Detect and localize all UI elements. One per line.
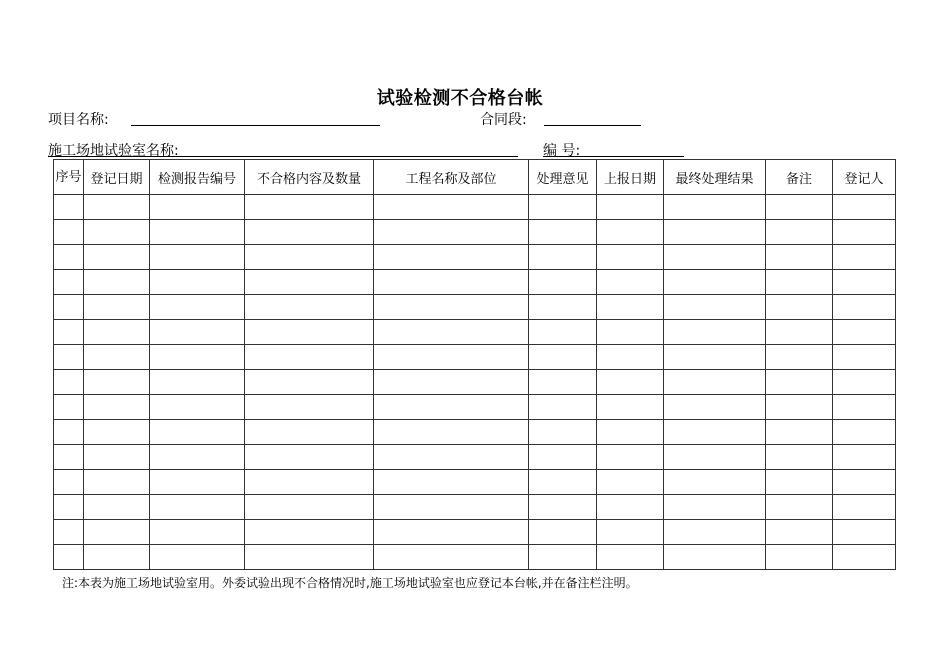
table-cell-seq[interactable] [54,495,84,520]
table-row [54,445,896,470]
table-cell-report_date[interactable] [597,370,664,395]
table-row [54,520,896,545]
document-title: 试验检测不合格台帐 [376,88,544,109]
table-cell-opinion[interactable] [529,395,597,420]
table-cell-reg_date[interactable] [84,220,150,245]
table-cell-report_date[interactable] [597,195,664,220]
table-cell-seq[interactable] [54,545,84,570]
table-cell-nonconform[interactable] [245,395,374,420]
table-cell-remark[interactable] [766,220,833,245]
table-cell-nonconform[interactable] [245,545,374,570]
table-cell-registrant[interactable] [833,320,896,345]
table-cell-remark[interactable] [766,420,833,445]
table-cell-report_no[interactable] [150,345,245,370]
table-cell-final_result[interactable] [664,370,766,395]
table-cell-seq[interactable] [54,320,84,345]
table-cell-reg_date[interactable] [84,295,150,320]
table-cell-seq[interactable] [54,245,84,270]
contract-section-label: 合同段: [480,112,527,128]
table-cell-seq[interactable] [54,195,84,220]
table-cell-opinion[interactable] [529,220,597,245]
table-cell-report_date[interactable] [597,445,664,470]
contract-section-line [544,125,641,126]
column-header-nonconform: 不合格内容及数量 [245,160,374,195]
table-cell-registrant[interactable] [833,520,896,545]
table-cell-nonconform[interactable] [245,445,374,470]
table-cell-reg_date[interactable] [84,470,150,495]
table-cell-final_result[interactable] [664,470,766,495]
table-cell-registrant[interactable] [833,395,896,420]
table-cell-reg_date[interactable] [84,320,150,345]
table-cell-project_part[interactable] [374,420,529,445]
table-cell-nonconform[interactable] [245,470,374,495]
table-cell-seq[interactable] [54,395,84,420]
table-header-row [54,160,896,195]
table-cell-opinion[interactable] [529,270,597,295]
table-cell-nonconform[interactable] [245,495,374,520]
column-header-opinion: 处理意见 [529,160,597,195]
table-cell-registrant[interactable] [833,195,896,220]
table-row [54,245,896,270]
column-header-report_no: 检测报告编号 [150,160,245,195]
table-row [54,495,896,520]
table-cell-report_date[interactable] [597,470,664,495]
table-cell-opinion[interactable] [529,445,597,470]
table-cell-report_no[interactable] [150,420,245,445]
table-cell-remark[interactable] [766,320,833,345]
table-cell-reg_date[interactable] [84,395,150,420]
table-cell-opinion[interactable] [529,520,597,545]
table-cell-remark[interactable] [766,395,833,420]
table-cell-final_result[interactable] [664,420,766,445]
table-cell-report_date[interactable] [597,270,664,295]
table-row [54,320,896,345]
table-cell-reg_date[interactable] [84,370,150,395]
table-cell-report_date[interactable] [597,245,664,270]
table-cell-report_no[interactable] [150,320,245,345]
table-cell-registrant[interactable] [833,470,896,495]
table-row [54,395,896,420]
table-cell-reg_date[interactable] [84,545,150,570]
table-cell-report_date[interactable] [597,295,664,320]
table-cell-remark[interactable] [766,545,833,570]
table-cell-final_result[interactable] [664,195,766,220]
table-cell-report_no[interactable] [150,195,245,220]
table-cell-project_part[interactable] [374,245,529,270]
table-row [54,470,896,495]
table-cell-nonconform[interactable] [245,370,374,395]
table-cell-report_no[interactable] [150,245,245,270]
table-cell-report_no[interactable] [150,495,245,520]
table-cell-opinion[interactable] [529,295,597,320]
table-cell-registrant[interactable] [833,370,896,395]
table-cell-reg_date[interactable] [84,495,150,520]
table-cell-remark[interactable] [766,245,833,270]
table-cell-seq[interactable] [54,520,84,545]
footnote: 注:本表为施工场地试验室用。外委试验出现不合格情况时,施工场地试验室也应登记本台帐,并在备注栏注明。 [62,576,638,590]
table-cell-report_date[interactable] [597,520,664,545]
table-cell-registrant[interactable] [833,345,896,370]
table-cell-reg_date[interactable] [84,445,150,470]
table-cell-remark[interactable] [766,195,833,220]
table-cell-nonconform[interactable] [245,220,374,245]
column-header-project_part: 工程名称及部位 [374,160,529,195]
table-cell-project_part[interactable] [374,445,529,470]
table-cell-registrant[interactable] [833,245,896,270]
table-cell-final_result[interactable] [664,295,766,320]
table-cell-remark[interactable] [766,345,833,370]
table-cell-nonconform[interactable] [245,345,374,370]
table-cell-opinion[interactable] [529,370,597,395]
table-cell-final_result[interactable] [664,220,766,245]
table-cell-nonconform[interactable] [245,520,374,545]
project-name-label: 项目名称: [48,112,109,128]
column-header-reg_date: 登记日期 [84,160,150,195]
table-cell-remark[interactable] [766,445,833,470]
table-cell-registrant[interactable] [833,270,896,295]
table-cell-nonconform[interactable] [245,195,374,220]
table-cell-opinion[interactable] [529,345,597,370]
nonconformance-ledger-table [53,159,896,570]
table-cell-nonconform[interactable] [245,420,374,445]
table-cell-opinion[interactable] [529,420,597,445]
table-cell-remark[interactable] [766,370,833,395]
table-cell-seq[interactable] [54,220,84,245]
table-cell-report_date[interactable] [597,545,664,570]
column-header-registrant: 登记人 [833,160,896,195]
table-cell-seq[interactable] [54,420,84,445]
table-cell-remark[interactable] [766,470,833,495]
table-cell-registrant[interactable] [833,295,896,320]
table-row [54,295,896,320]
table-cell-final_result[interactable] [664,270,766,295]
table-cell-final_result[interactable] [664,495,766,520]
table-cell-project_part[interactable] [374,470,529,495]
table-cell-reg_date[interactable] [84,270,150,295]
table-cell-reg_date[interactable] [84,520,150,545]
table-cell-report_no[interactable] [150,395,245,420]
table-cell-report_no[interactable] [150,370,245,395]
table-cell-reg_date[interactable] [84,195,150,220]
table-cell-report_date[interactable] [597,495,664,520]
table-cell-report_date[interactable] [597,320,664,345]
column-header-seq: 序号 [54,160,84,195]
table-cell-remark[interactable] [766,270,833,295]
lab-name-label: 施工场地试验室名称: [48,143,179,159]
table-cell-registrant[interactable] [833,495,896,520]
table-cell-project_part[interactable] [374,295,529,320]
table-cell-opinion[interactable] [529,320,597,345]
table-cell-opinion[interactable] [529,245,597,270]
table-cell-report_no[interactable] [150,470,245,495]
table-cell-nonconform[interactable] [245,270,374,295]
table-cell-project_part[interactable] [374,270,529,295]
table-cell-seq[interactable] [54,445,84,470]
serial-no-label: 编 号: [543,143,581,159]
table-cell-nonconform[interactable] [245,245,374,270]
table-cell-seq[interactable] [54,345,84,370]
table-row [54,545,896,570]
table-cell-remark[interactable] [766,520,833,545]
table-cell-registrant[interactable] [833,545,896,570]
table-cell-report_date[interactable] [597,220,664,245]
table-cell-opinion[interactable] [529,545,597,570]
table-cell-final_result[interactable] [664,395,766,420]
table-row [54,345,896,370]
table-cell-registrant[interactable] [833,445,896,470]
table-cell-project_part[interactable] [374,520,529,545]
table-cell-opinion[interactable] [529,470,597,495]
table-cell-report_no[interactable] [150,295,245,320]
table-row [54,420,896,445]
table-cell-final_result[interactable] [664,545,766,570]
table-cell-project_part[interactable] [374,195,529,220]
table-cell-report_no[interactable] [150,445,245,470]
table-row [54,270,896,295]
table-cell-reg_date[interactable] [84,420,150,445]
table-cell-registrant[interactable] [833,420,896,445]
table-cell-opinion[interactable] [529,495,597,520]
table-cell-report_date[interactable] [597,345,664,370]
column-header-remark: 备注 [766,160,833,195]
table-cell-reg_date[interactable] [84,245,150,270]
table-cell-final_result[interactable] [664,445,766,470]
column-header-report_date: 上报日期 [597,160,664,195]
table-cell-project_part[interactable] [374,545,529,570]
table-cell-remark[interactable] [766,295,833,320]
table-cell-nonconform[interactable] [245,320,374,345]
table-cell-project_part[interactable] [374,495,529,520]
table-cell-project_part[interactable] [374,220,529,245]
table-cell-report_no[interactable] [150,545,245,570]
table-cell-report_date[interactable] [597,420,664,445]
table-cell-opinion[interactable] [529,195,597,220]
project-name-line [131,125,380,126]
table-cell-project_part[interactable] [374,370,529,395]
table-cell-final_result[interactable] [664,520,766,545]
table-cell-project_part[interactable] [374,345,529,370]
table-cell-seq[interactable] [54,270,84,295]
table-cell-final_result[interactable] [664,345,766,370]
table-cell-report_no[interactable] [150,220,245,245]
table-cell-reg_date[interactable] [84,345,150,370]
table-cell-seq[interactable] [54,370,84,395]
lab-name-line [48,156,518,157]
table-cell-report_date[interactable] [597,395,664,420]
table-cell-report_no[interactable] [150,520,245,545]
table-cell-seq[interactable] [54,295,84,320]
table-cell-report_no[interactable] [150,270,245,295]
table-cell-registrant[interactable] [833,220,896,245]
table-cell-project_part[interactable] [374,395,529,420]
serial-no-line [543,156,684,157]
table-row [54,195,896,220]
table-cell-nonconform[interactable] [245,295,374,320]
table-cell-final_result[interactable] [664,245,766,270]
table-cell-final_result[interactable] [664,320,766,345]
table-cell-project_part[interactable] [374,320,529,345]
table-row [54,220,896,245]
column-header-final_result: 最终处理结果 [664,160,766,195]
table-body [54,195,896,570]
table-cell-seq[interactable] [54,470,84,495]
table-row [54,370,896,395]
table-cell-remark[interactable] [766,495,833,520]
